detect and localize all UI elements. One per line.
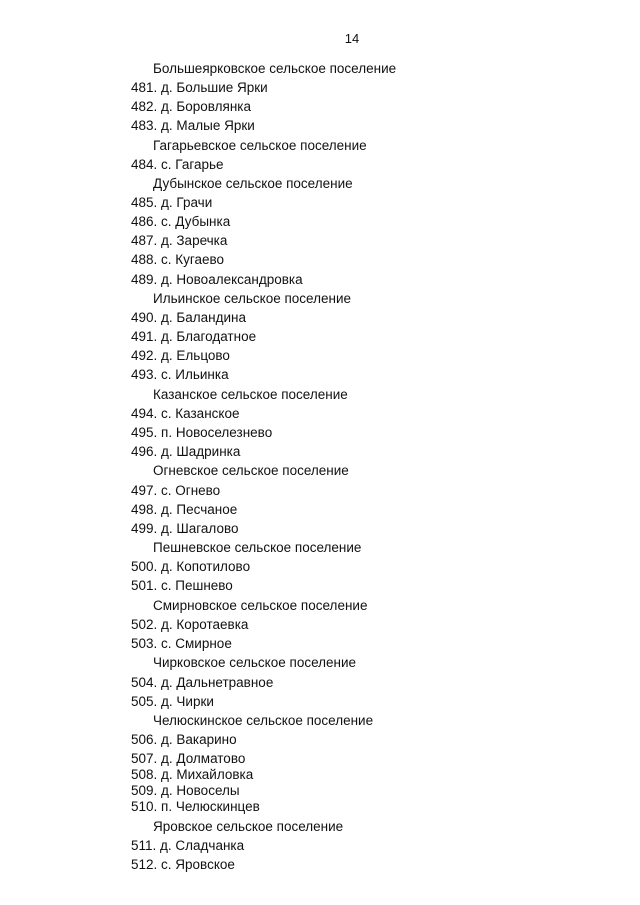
list-item: 491. д. Благодатное [131,329,257,344]
list-item: 483. д. Малые Ярки [131,118,255,133]
list-item: 496. д. Шадринка [131,444,241,459]
list-item: 490. д. Баландина [131,310,246,325]
list-item: 489. д. Новоалександровка [131,272,303,287]
list-item: 499. д. Шагалово [131,521,239,536]
list-item: 511. д. Сладчанка [131,838,245,853]
list-item: 492. д. Ельцово [131,348,230,363]
list-item: 502. д. Коротаевка [131,617,249,632]
settlement-heading: Смирновское сельское поселение [153,598,368,613]
list-item: 503. с. Смирное [131,636,232,651]
page-number: 14 [344,31,360,46]
list-item: 498. д. Песчаное [131,502,238,517]
list-item: 494. с. Казанское [131,406,240,421]
settlement-heading: Большеярковское сельское поселение [153,61,397,76]
settlement-heading: Казанское сельское поселение [153,387,348,402]
list-item: 509. д. Новоселы [131,783,240,798]
list-item: 497. с. Огнево [131,483,221,498]
settlement-heading: Огневское сельское поселение [153,463,349,478]
list-item: 506. д. Вакарино [131,732,237,747]
settlement-heading: Чирковское сельское поселение [153,655,357,670]
list-item: 493. с. Ильинка [131,367,229,382]
list-item: 508. д. Михайловка [131,767,254,782]
list-item: 510. п. Челюскинцев [131,799,260,814]
list-item: 501. с. Пешнево [131,578,233,593]
settlement-heading: Дубынское сельское поселение [153,176,353,191]
settlement-heading: Гагарьевское сельское поселение [153,138,367,153]
list-item: 495. п. Новоселезнево [131,425,273,440]
list-item: 485. д. Грачи [131,195,213,210]
list-item: 484. с. Гагарье [131,157,224,172]
list-item: 505. д. Чирки [131,694,214,709]
list-item: 481. д. Большие Ярки [131,80,268,95]
settlement-heading: Пешневское сельское поселение [153,540,362,555]
list-item: 500. д. Копотилово [131,559,251,574]
list-item: 487. д. Заречка [131,233,228,248]
settlement-heading: Челюскинское сельское поселение [153,713,374,728]
list-item: 507. д. Долматово [131,751,246,766]
list-item: 486. с. Дубынка [131,214,231,229]
list-item: 482. д. Боровлянка [131,99,252,114]
list-item: 488. с. Кугаево [131,252,225,267]
list-item: 504. д. Дальнетравное [131,675,274,690]
list-item: 512. с. Яровское [131,857,235,872]
settlement-heading: Ильинское сельское поселение [153,291,351,306]
settlement-heading: Яровское сельское поселение [153,819,344,834]
